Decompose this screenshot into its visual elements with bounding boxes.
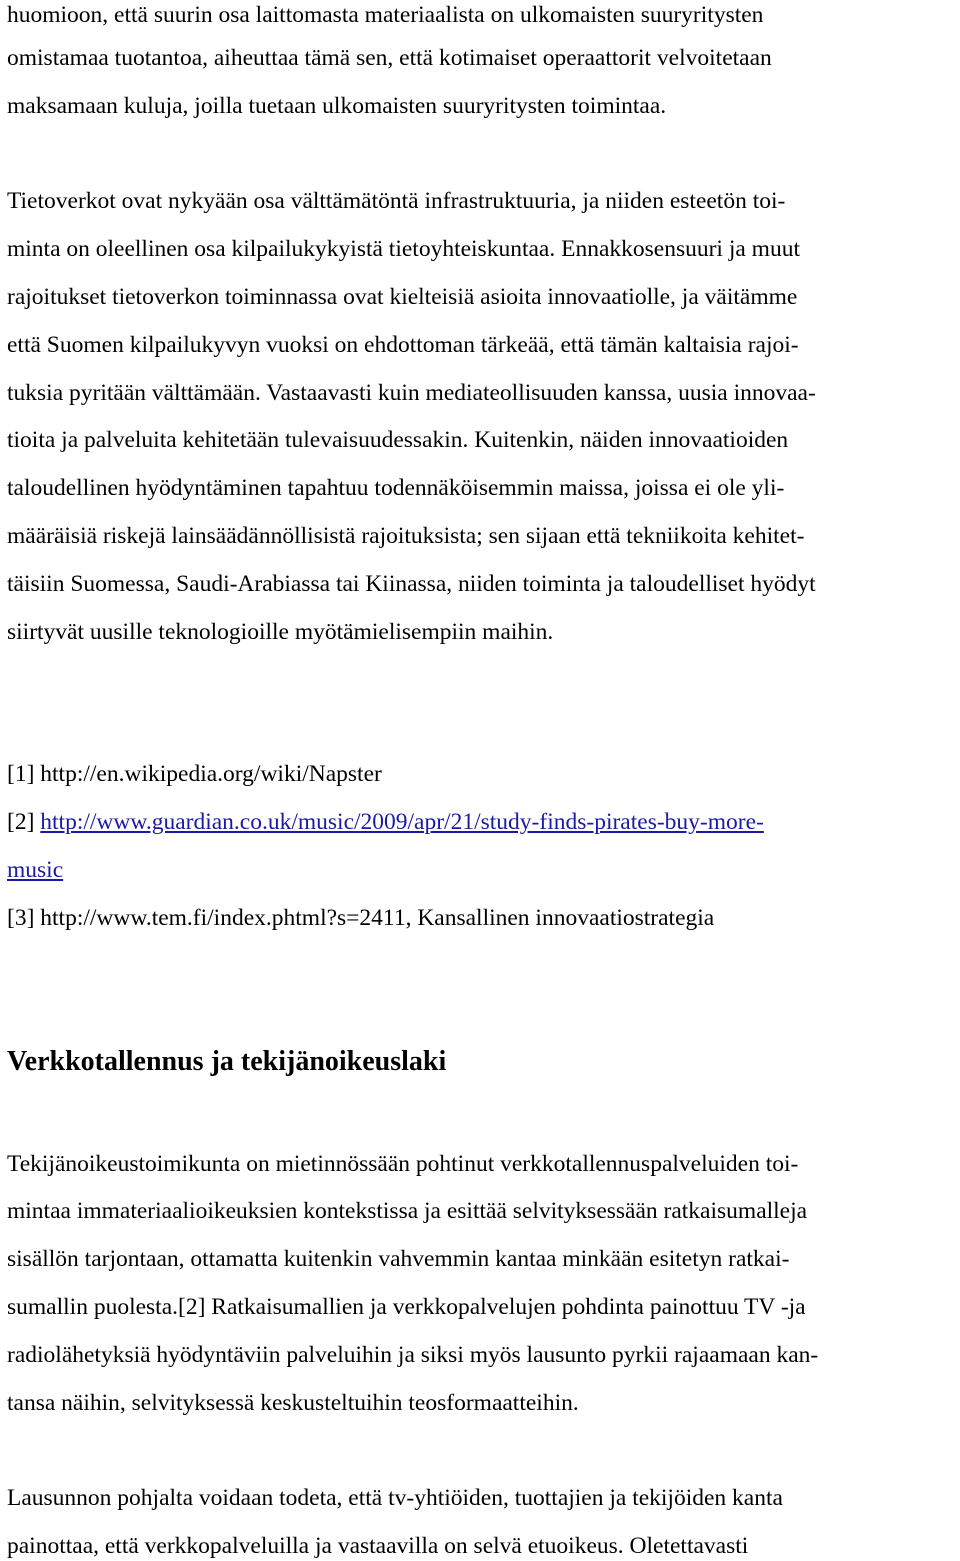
text-line: tuksia pyritään välttämään. Vastaavasti kuin mediateollisuuden kanssa, uusia innovaa- [7, 380, 816, 406]
text-line: sumallin puolesta.[2] Ratkaisumallien ja verkkopalvelujen pohdinta painottuu TV -ja [7, 1294, 806, 1320]
text-line: että Suomen kilpailukyvyn vuoksi on ehdottoman tärkeää, että tämän kaltaisia rajoi- [7, 332, 799, 358]
reference-marker: [3] [7, 905, 41, 931]
reference-3-text: http://www.tem.fi/index.phtml?s=2411, Kansallinen innovaatiostrategia [40, 905, 715, 931]
text-line: Tietoverkot ovat nykyään osa välttämätöntä infrastruktuuria, ja niiden esteetön toi- [7, 188, 786, 214]
reference-1-url: http://en.wikipedia.org/wiki/Napster [40, 761, 382, 787]
text-line: rajoitukset tietoverkon toiminnassa ovat kielteisiä asioita innovaatiolle, ja väitämme [7, 284, 798, 310]
reference-3 [7, 903, 714, 933]
text-line: sisällön tarjontaan, ottamatta kuitenkin vahvemmin kantaa minkään esitetyn ratkai- [7, 1246, 790, 1272]
text-line: radiolähetyksiä hyödyntäviin palveluihin ja siksi myös lausunto pyrkii rajaamaan kan- [7, 1342, 819, 1368]
reference-marker: [1] [7, 761, 41, 787]
text-line: määräisiä riskejä lainsäädännöllisistä rajoituksista; sen sijaan että tekniikoita kehitet- [7, 523, 805, 549]
text-line: painottaa, että verkkopalveluilla ja vastaavilla on selvä etuoikeus. Oletettavasti [7, 1533, 749, 1559]
text-line: siirtyvät uusille teknologioille myötämielisempiin maihin. [7, 619, 554, 645]
text-line: täisiin Suomessa, Saudi-Arabiassa tai Kiinassa, niiden toiminta ja taloudelliset hyödyt [7, 571, 816, 597]
text-line: mintaa immateriaalioikeuksien kontekstissa ja esittää selvityksessään ratkaisumalleja [7, 1198, 808, 1224]
reference-1 [7, 759, 382, 789]
section-heading: Verkkotallennus ja tekijänoikeuslaki [7, 1046, 447, 1077]
text-line: Tekijänoikeustoimikunta on mietinnössään pohtinut verkkotallennuspalveluiden toi- [7, 1151, 799, 1177]
text-line: Lausunnon pohjalta voidaan todeta, että tv-yhtiöiden, tuottajien ja tekijöiden kanta [7, 1485, 783, 1511]
text-line: tioita ja palveluita kehitetään tulevaisuudessakin. Kuitenkin, näiden innovaatioiden [7, 427, 789, 453]
text-line: maksamaan kuluja, joilla tuetaan ulkomaisten suuryritysten toimintaa. [7, 93, 667, 119]
reference-2-link[interactable]: http://www.guardian.co.uk/music/2009/apr/21/study-finds-pirates-buy-more- [40, 809, 764, 835]
reference-marker: [2] [7, 809, 41, 835]
text-line: taloudellinen hyödyntäminen tapahtuu todennäköisemmin maissa, joissa ei ole yli- [7, 475, 785, 501]
reference-2 [7, 807, 764, 837]
text-line: minta on oleellinen osa kilpailukykyistä tietoyhteiskuntaa. Ennakkosensuuri ja muut [7, 236, 800, 262]
text-line: tansa näihin, selvityksessä keskusteltuihin teosformaatteihin. [7, 1390, 579, 1416]
text-line: huomioon, että suurin osa laittomasta materiaalista on ulkomaisten suuryritysten [7, 2, 764, 28]
reference-2-link-continued[interactable]: music [7, 857, 64, 883]
reference-2-continued [7, 855, 63, 885]
text-line: omistamaa tuotantoa, aiheuttaa tämä sen, että kotimaiset operaattorit velvoitetaan [7, 45, 772, 71]
